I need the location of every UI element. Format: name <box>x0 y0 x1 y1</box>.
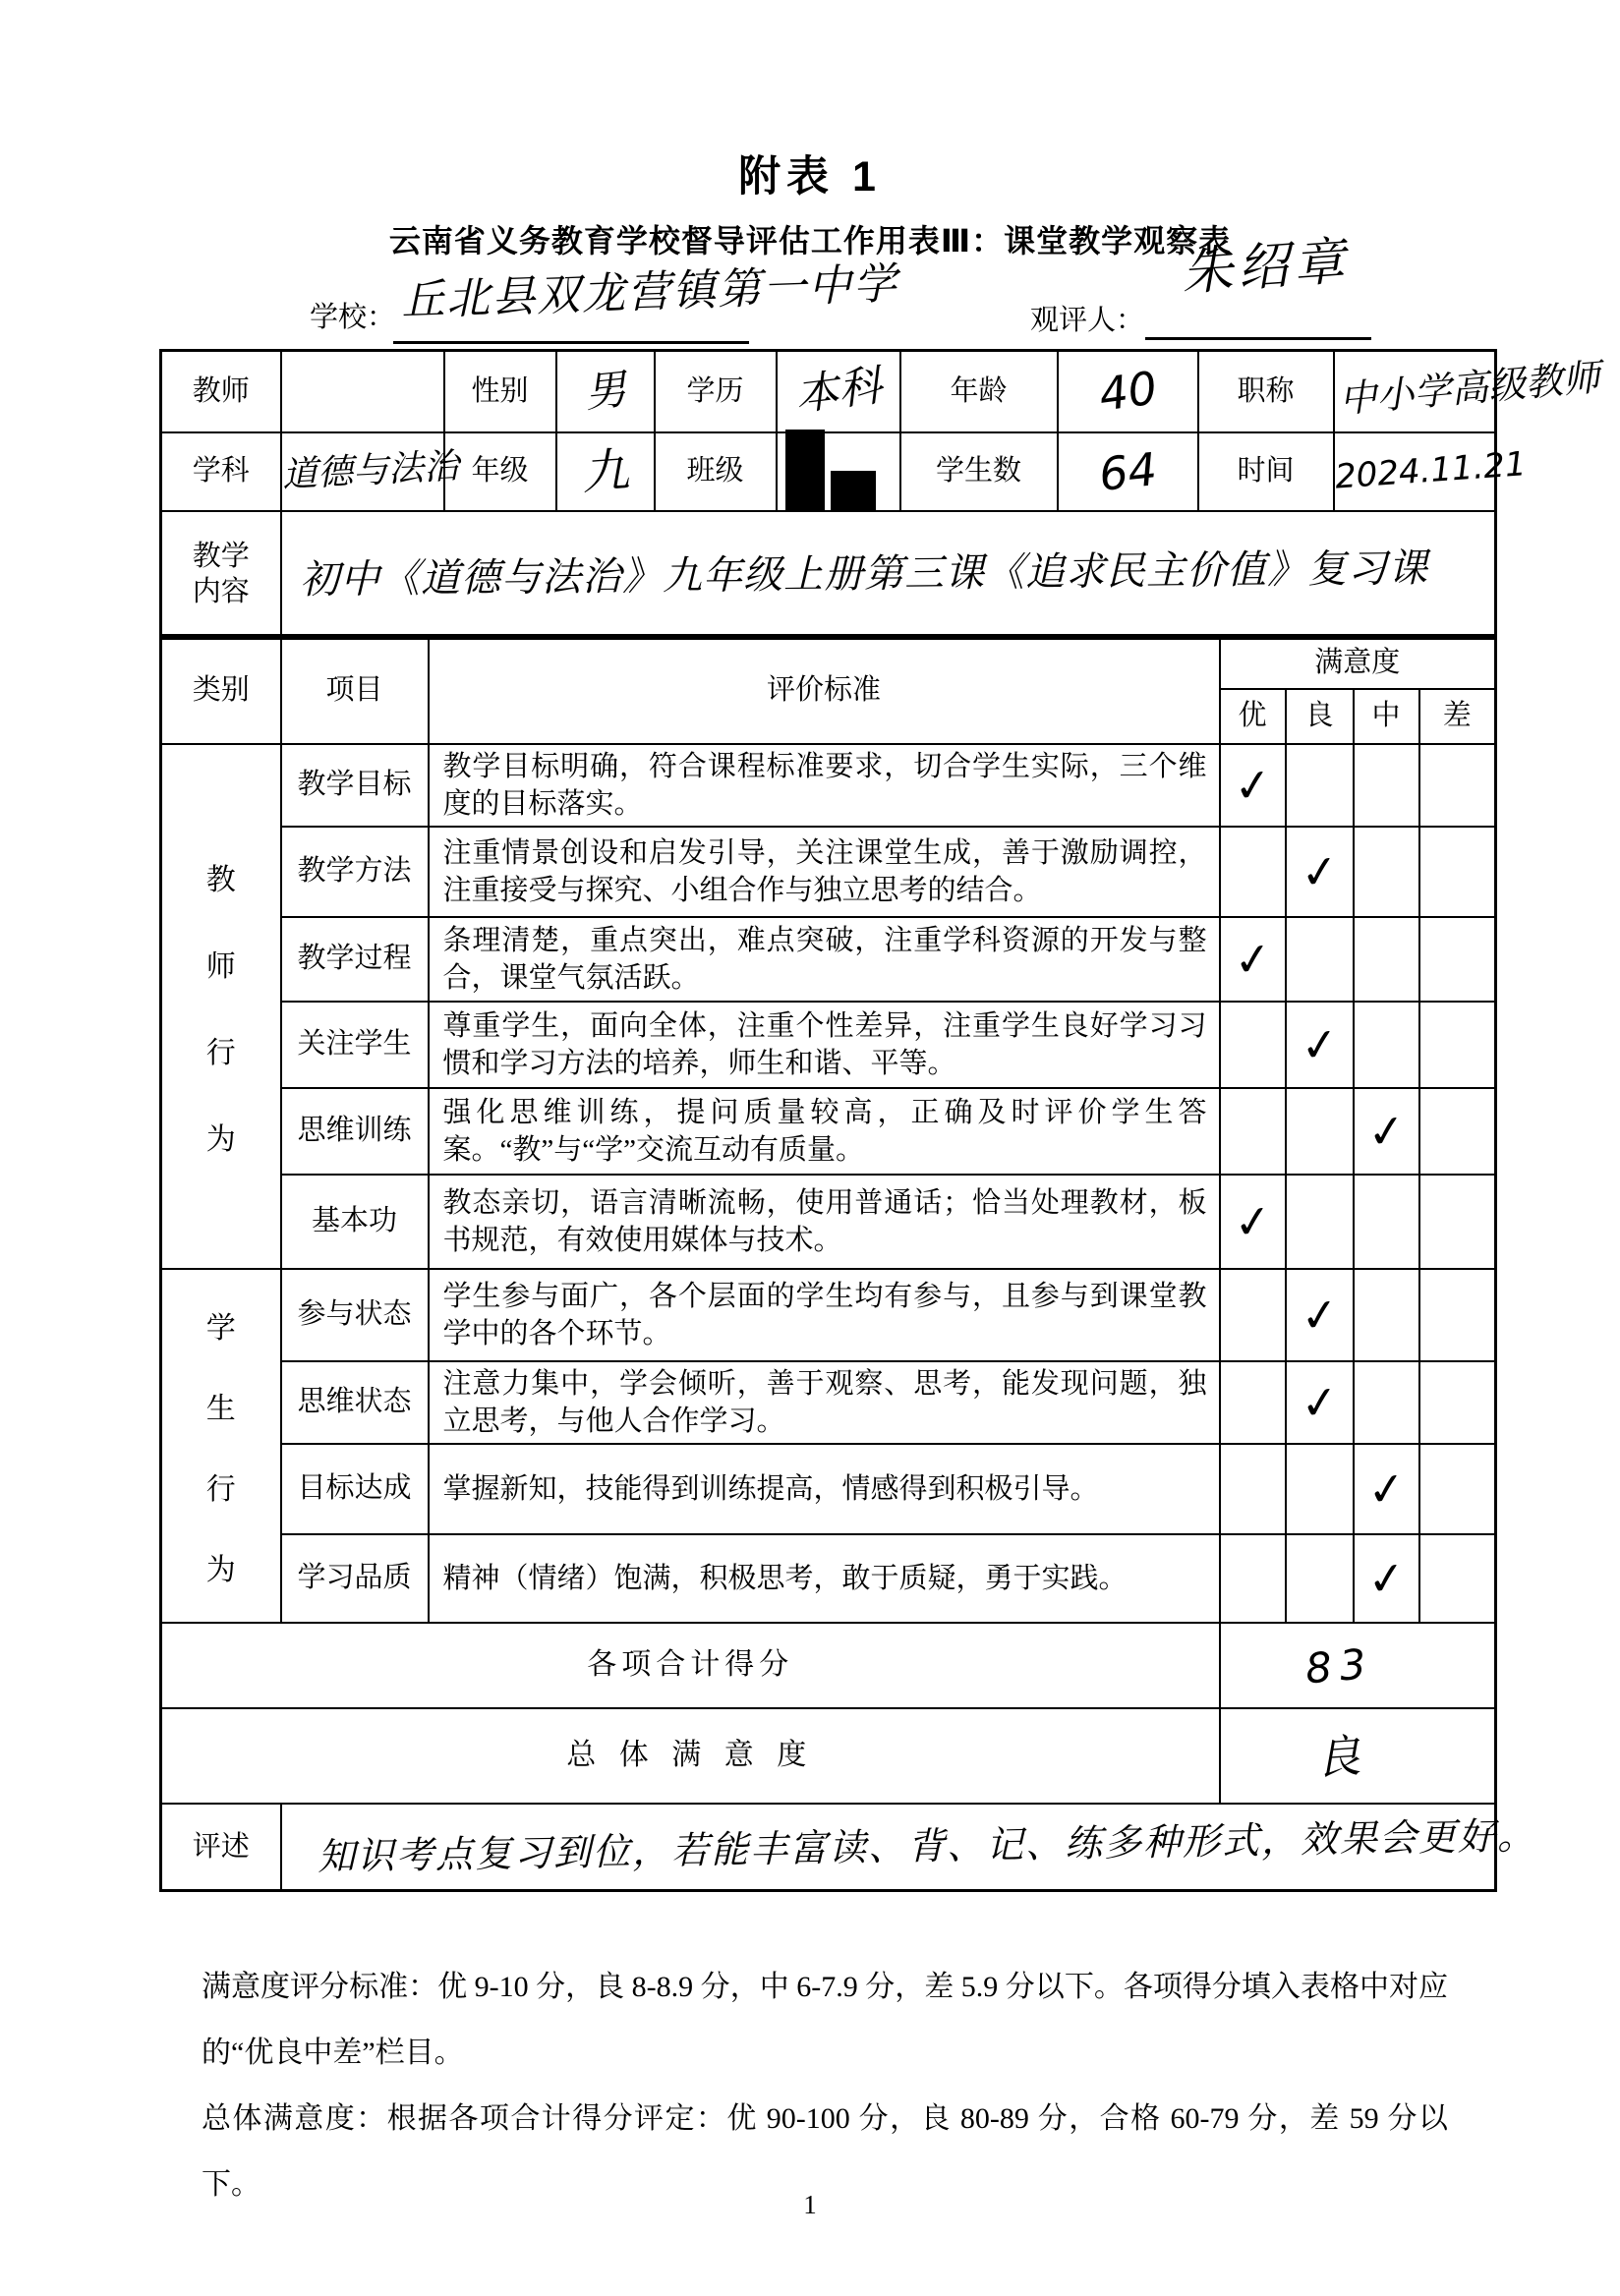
observer-label: 观评人： <box>1030 305 1145 336</box>
rating-cell-优 <box>1220 1444 1286 1534</box>
teacher-label: 教师 <box>161 351 281 432</box>
rating-cell-良 <box>1286 917 1354 1002</box>
rating-cell-中 <box>1354 1269 1419 1361</box>
eval-row-目标达成 <box>161 1444 1496 1534</box>
rating-cell-良 <box>1286 1361 1354 1444</box>
rating-cell-优 <box>1220 1175 1286 1269</box>
criteria-cell: 注重情景创设和启发引导，关注课堂生成，善于激励调控，注重接受与探究、小组合作与独立思考的结合。 <box>429 827 1220 917</box>
grade-label: 年级 <box>444 432 556 511</box>
content-row <box>161 511 1496 639</box>
header-item: 项目 <box>281 636 429 744</box>
total-score-value: 83 <box>1220 1623 1496 1708</box>
header-criteria: 评价标准 <box>429 636 1220 744</box>
education-value: 本科 <box>777 351 900 432</box>
header-satisfaction: 满意度 <box>1220 636 1496 689</box>
rating-cell-中 <box>1354 1002 1419 1088</box>
rating-cell-差 <box>1419 1534 1496 1623</box>
class-value-redacted <box>777 432 900 511</box>
note-satisfaction-scale: 满意度评分标准：优 9-10 分，良 8-8.9 分，中 6-7.9 分，差 5.9 分以下。各项得分填入表格中对应的“优良中差”栏目。 <box>202 1971 1448 2069</box>
checkmark-icon: ✓ <box>1298 1373 1341 1431</box>
observer-handwritten-value: 朱绍章 <box>1180 232 1352 303</box>
total-score-label: 各项合计得分 <box>161 1623 1220 1708</box>
rating-cell-中 <box>1354 744 1419 827</box>
item-cell: 基本功 <box>281 1175 429 1269</box>
rating-cell-优 <box>1220 744 1286 827</box>
eval-row-教学方法 <box>161 827 1496 917</box>
gender-value: 男 <box>556 351 655 432</box>
rating-cell-差 <box>1419 1175 1496 1269</box>
criteria-cell: 教态亲切，语言清晰流畅，使用普通话；恰当处理教材，板书规范，有效使用媒体与技术。 <box>429 1175 1220 1269</box>
header-level-good: 良 <box>1286 689 1354 744</box>
item-cell: 思维状态 <box>281 1361 429 1444</box>
comment-label: 评述 <box>161 1804 281 1891</box>
school-handwritten-value: 丘北县双龙营镇第一中学 <box>400 258 899 326</box>
rating-cell-差 <box>1419 744 1496 827</box>
overall-satisfaction-value: 良 <box>1220 1708 1496 1804</box>
redaction-block <box>785 430 825 510</box>
students-label: 学生数 <box>900 432 1058 511</box>
rating-cell-优 <box>1220 1534 1286 1623</box>
item-cell: 思维训练 <box>281 1088 429 1175</box>
rating-cell-中 <box>1354 1175 1419 1269</box>
rating-cell-良 <box>1286 1088 1354 1175</box>
checkmark-icon: ✓ <box>1298 842 1341 900</box>
rating-cell-良 <box>1286 1002 1354 1088</box>
rating-cell-差 <box>1419 827 1496 917</box>
age-value: 40 <box>1058 351 1198 432</box>
header-category: 类别 <box>161 636 281 744</box>
rating-cell-中 <box>1354 1361 1419 1444</box>
checkmark-icon: ✓ <box>1231 756 1274 814</box>
grading-notes <box>202 1954 1448 2217</box>
rating-cell-良 <box>1286 744 1354 827</box>
rating-cell-差 <box>1419 1444 1496 1534</box>
checkmark-icon: ✓ <box>1364 1460 1408 1518</box>
checkmark-icon: ✓ <box>1298 1015 1341 1073</box>
grade-value: 九 <box>556 432 655 511</box>
rating-cell-优 <box>1220 1088 1286 1175</box>
rating-cell-中 <box>1354 917 1419 1002</box>
eval-row-学习品质 <box>161 1534 1496 1623</box>
info-table <box>159 349 1601 640</box>
redaction-block <box>831 471 876 510</box>
class-label: 班级 <box>655 432 777 511</box>
page-subtitle: 云南省义务教育学校督导评估工作用表Ⅲ：课堂教学观察表 <box>388 223 1232 258</box>
time-value: 2024.11.21 <box>1334 432 1496 511</box>
item-cell: 参与状态 <box>281 1269 429 1361</box>
subject-label: 学科 <box>161 432 281 511</box>
rating-cell-优 <box>1220 827 1286 917</box>
rating-cell-良 <box>1286 827 1354 917</box>
page-title: 附表 1 <box>738 153 882 201</box>
category-cell: 学 生 行 为 <box>161 1269 281 1623</box>
comment-value: 知识考点复习到位，若能丰富读、背、记、练多种形式，效果会更好。 <box>281 1804 1496 1891</box>
title-value: 中小学高级教师 <box>1334 351 1496 432</box>
eval-row-关注学生 <box>161 1002 1496 1088</box>
overall-satisfaction-row <box>161 1708 1496 1804</box>
content-label: 教学内容 <box>161 511 281 639</box>
students-value: 64 <box>1058 432 1198 511</box>
info-row-2 <box>161 432 1496 511</box>
rating-cell-良 <box>1286 1175 1354 1269</box>
eval-table-body <box>161 636 1536 1891</box>
checkmark-icon: ✓ <box>1298 1286 1341 1344</box>
header-level-medium: 中 <box>1354 689 1419 744</box>
item-cell: 教学过程 <box>281 917 429 1002</box>
eval-header-row-1 <box>161 636 1496 689</box>
eval-row-教学目标 <box>161 744 1496 827</box>
rating-cell-良 <box>1286 1269 1354 1361</box>
eval-row-思维状态 <box>161 1361 1496 1444</box>
rating-cell-中 <box>1354 827 1419 917</box>
page-number: 1 <box>803 2190 817 2219</box>
criteria-cell: 条理清楚，重点突出，难点突破，注重学科资源的开发与整合，课堂气氛活跃。 <box>429 917 1220 1002</box>
rating-cell-良 <box>1286 1444 1354 1534</box>
criteria-cell: 学生参与面广，各个层面的学生均有参与，且参与到课堂教学中的各个环节。 <box>429 1269 1220 1361</box>
criteria-cell: 尊重学生，面向全体，注重个性差异，注重学生良好学习习惯和学习方法的培养，师生和谐、平等。 <box>429 1002 1220 1088</box>
criteria-cell: 强化思维训练，提问质量较高，正确及时评价学生答案。“教”与“学”交流互动有质量。 <box>429 1088 1220 1175</box>
rating-cell-良 <box>1286 1534 1354 1623</box>
subject-value: 道德与法治 <box>281 432 444 511</box>
eval-row-思维训练 <box>161 1088 1496 1175</box>
rating-cell-中 <box>1354 1534 1419 1623</box>
observer-underline <box>1145 311 1371 340</box>
checkmark-icon: ✓ <box>1231 930 1274 988</box>
item-cell: 学习品质 <box>281 1534 429 1623</box>
education-label: 学历 <box>655 351 777 432</box>
item-cell: 教学方法 <box>281 827 429 917</box>
item-cell: 教学目标 <box>281 744 429 827</box>
school-label: 学校： <box>310 302 396 333</box>
rating-cell-差 <box>1419 1269 1496 1361</box>
rating-cell-中 <box>1354 1088 1419 1175</box>
rating-cell-优 <box>1220 1002 1286 1088</box>
total-score-row <box>161 1623 1496 1708</box>
gender-label: 性别 <box>444 351 556 432</box>
checkmark-icon: ✓ <box>1364 1549 1408 1607</box>
rating-cell-优 <box>1220 1269 1286 1361</box>
checkmark-icon: ✓ <box>1231 1192 1274 1250</box>
time-label: 时间 <box>1198 432 1334 511</box>
evaluation-table <box>159 634 1536 1892</box>
rating-cell-优 <box>1220 917 1286 1002</box>
info-row-1 <box>161 351 1496 432</box>
eval-row-基本功 <box>161 1175 1496 1269</box>
rating-cell-差 <box>1419 1361 1496 1444</box>
rating-cell-差 <box>1419 917 1496 1002</box>
overall-satisfaction-label: 总 体 满 意 度 <box>161 1708 1220 1804</box>
criteria-cell: 教学目标明确，符合课程标准要求，切合学生实际，三个维度的目标落实。 <box>429 744 1220 827</box>
checkmark-icon: ✓ <box>1364 1102 1408 1160</box>
content-value: 初中《道德与法治》九年级上册第三课《追求民主价值》复习课 <box>281 511 1496 639</box>
header-level-excellent: 优 <box>1220 689 1286 744</box>
rating-cell-优 <box>1220 1361 1286 1444</box>
teacher-value <box>281 351 444 432</box>
criteria-cell: 掌握新知，技能得到训练提高，情感得到积极引导。 <box>429 1444 1220 1534</box>
header-level-poor: 差 <box>1419 689 1496 744</box>
age-label: 年龄 <box>900 351 1058 432</box>
rating-cell-差 <box>1419 1002 1496 1088</box>
item-cell: 目标达成 <box>281 1444 429 1534</box>
category-cell: 教 师 行 为 <box>161 744 281 1269</box>
title-label: 职称 <box>1198 351 1334 432</box>
rating-cell-差 <box>1419 1088 1496 1175</box>
rating-cell-中 <box>1354 1444 1419 1534</box>
comment-row <box>161 1804 1496 1891</box>
item-cell: 关注学生 <box>281 1002 429 1088</box>
eval-row-参与状态 <box>161 1269 1496 1361</box>
eval-row-教学过程 <box>161 917 1496 1002</box>
criteria-cell: 注意力集中，学会倾听，善于观察、思考，能发现问题，独立思考，与他人合作学习。 <box>429 1361 1220 1444</box>
note-overall-scale: 总体满意度：根据各项合计得分评定：优 90-100 分，良 80-89 分，合格 60-79 分，差 59 分以下。 <box>202 2102 1448 2201</box>
criteria-cell: 精神（情绪）饱满，积极思考，敢于质疑，勇于实践。 <box>429 1534 1220 1623</box>
